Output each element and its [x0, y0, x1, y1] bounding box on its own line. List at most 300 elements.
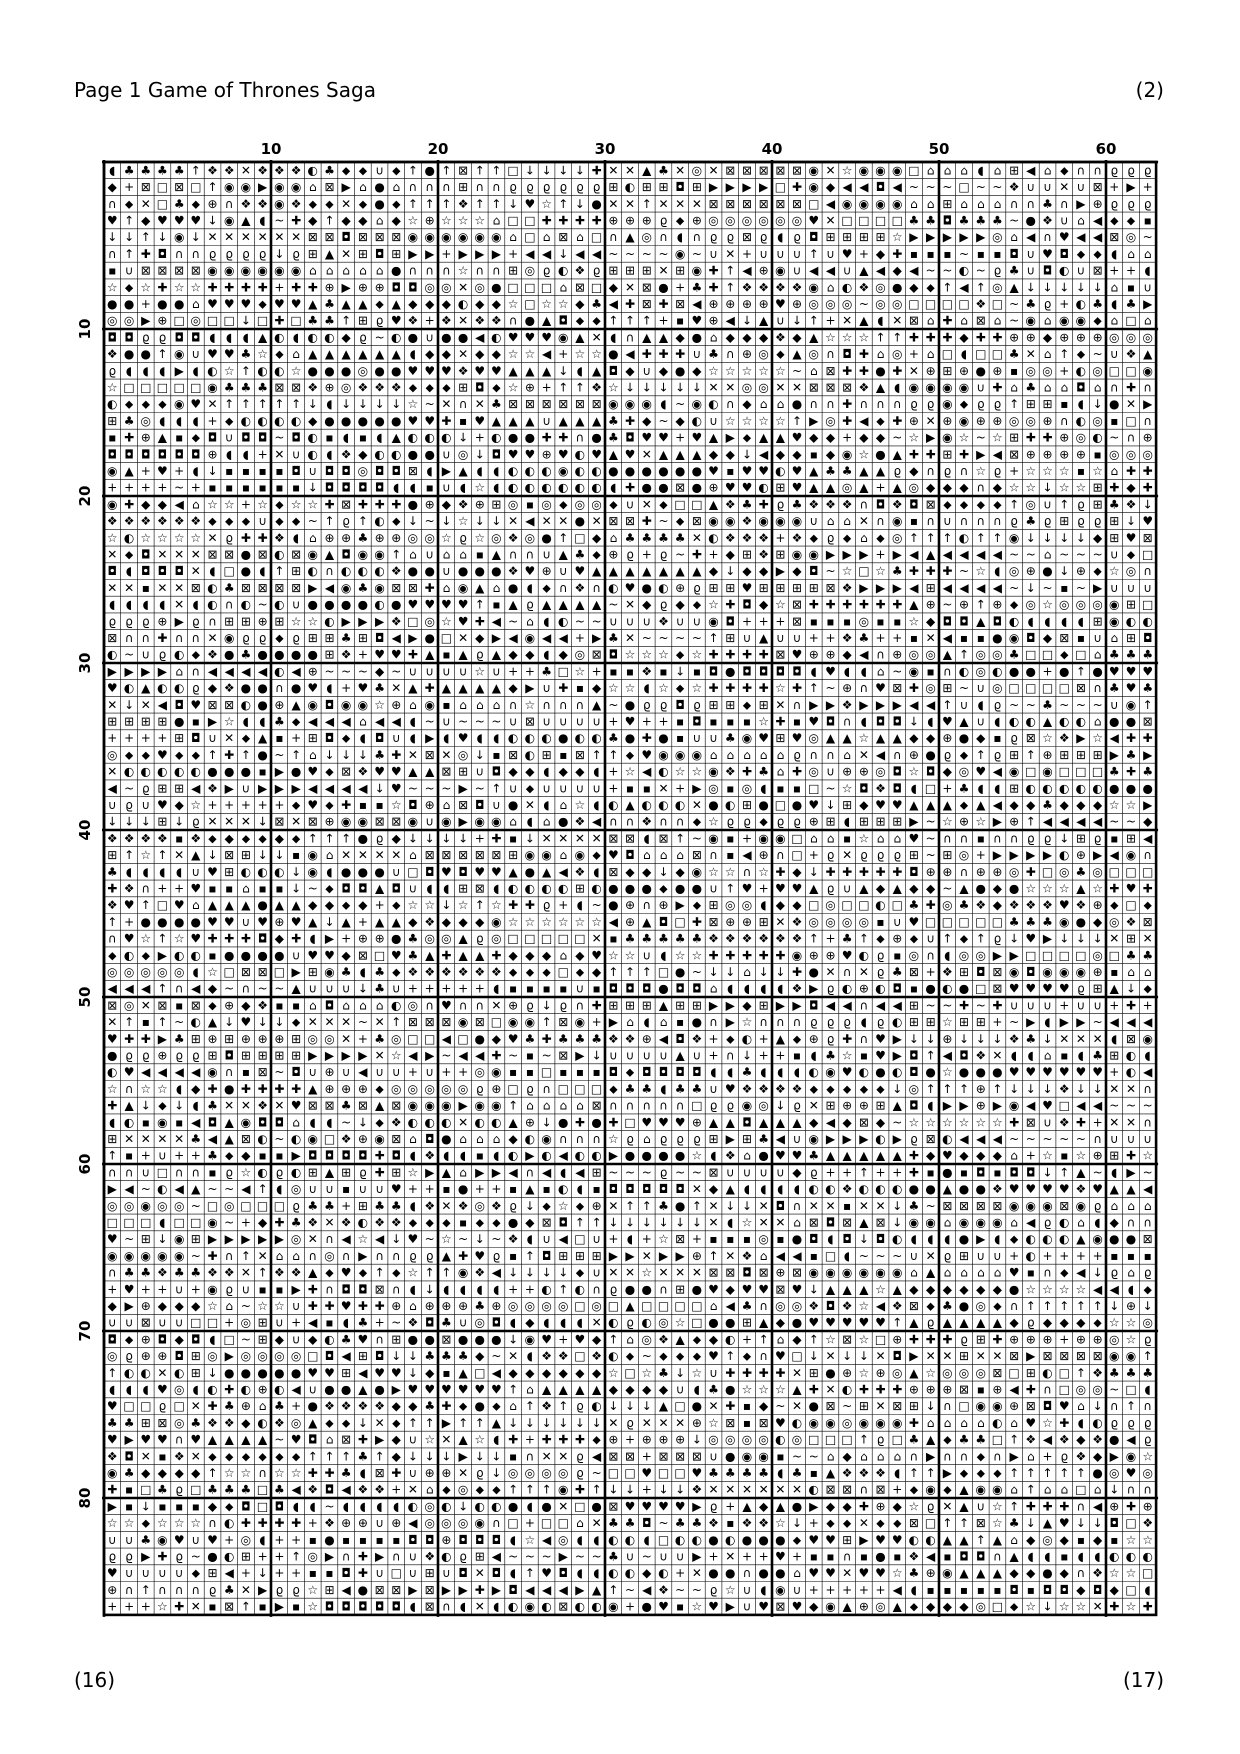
- grid-symbol: ●: [124, 347, 134, 361]
- grid-symbol: ↓: [625, 1399, 635, 1413]
- grid-symbol: ◖: [777, 982, 783, 996]
- grid-symbol: ❖: [892, 1299, 903, 1313]
- grid-symbol: ♣: [1092, 297, 1103, 311]
- grid-symbol: ↑: [959, 648, 969, 662]
- grid-symbol: ◀: [1110, 1282, 1120, 1296]
- grid-symbol: ⊠: [675, 1232, 685, 1246]
- grid-symbol: □: [1008, 681, 1019, 695]
- grid-symbol: ◖: [109, 163, 115, 177]
- grid-symbol: ⊠: [291, 381, 301, 395]
- grid-symbol: ↑: [258, 397, 268, 411]
- grid-symbol: ~: [642, 247, 652, 261]
- grid-symbol: ∩: [1010, 197, 1019, 211]
- grid-symbol: ☆: [758, 364, 769, 378]
- grid-symbol: +: [441, 982, 451, 996]
- grid-symbol: ⊞: [1076, 748, 1086, 762]
- grid-symbol: ∪: [409, 1433, 418, 1447]
- grid-symbol: ◉: [642, 397, 652, 411]
- grid-symbol: ⊕: [542, 564, 552, 578]
- grid-symbol: ~: [391, 664, 401, 678]
- grid-symbol: ⊕: [926, 865, 936, 879]
- grid-symbol: ◆: [208, 681, 218, 695]
- grid-symbol: ♣: [140, 163, 151, 177]
- grid-symbol: ♣: [391, 1199, 402, 1213]
- grid-symbol: ◘: [876, 180, 886, 194]
- grid-symbol: ♥: [1042, 1182, 1053, 1196]
- grid-symbol: ◆: [275, 1332, 285, 1346]
- grid-symbol: □: [791, 1349, 802, 1363]
- grid-symbol: ◎: [174, 1416, 184, 1430]
- grid-symbol: ⊞: [675, 1282, 685, 1296]
- grid-symbol: +: [1143, 180, 1153, 194]
- grid-symbol: ▲: [659, 564, 669, 578]
- grid-symbol: ◐: [842, 280, 852, 294]
- grid-symbol: ♣: [959, 781, 970, 795]
- grid-symbol: ▶: [959, 1099, 969, 1113]
- grid-symbol: ●: [458, 1332, 468, 1346]
- grid-symbol: ❖: [257, 998, 268, 1012]
- grid-symbol: ∩: [141, 882, 150, 896]
- grid-symbol: ▲: [826, 1466, 836, 1480]
- grid-symbol: ⊕: [675, 1433, 685, 1447]
- grid-symbol: ◆: [1093, 915, 1103, 929]
- grid-symbol: ▲: [809, 464, 819, 478]
- grid-symbol: ◎: [1026, 598, 1036, 612]
- grid-symbol: ◐: [274, 1383, 284, 1397]
- grid-symbol: ♣: [1142, 648, 1153, 662]
- grid-symbol: ↓: [575, 197, 585, 211]
- grid-symbol: ▶: [425, 247, 435, 261]
- grid-symbol: ❖: [742, 531, 753, 545]
- grid-symbol: ●: [558, 731, 568, 745]
- grid-symbol: +: [124, 180, 134, 194]
- grid-symbol: ~: [575, 614, 585, 628]
- grid-symbol: ◎: [441, 1082, 451, 1096]
- grid-symbol: ∩: [976, 514, 985, 528]
- grid-symbol: ◆: [191, 1466, 201, 1480]
- grid-symbol: +: [1059, 297, 1069, 311]
- grid-symbol: ◘: [358, 1149, 368, 1163]
- grid-symbol: ◉: [1042, 765, 1052, 779]
- grid-symbol: ◉: [124, 1249, 134, 1263]
- grid-symbol: ☆: [358, 1232, 369, 1246]
- grid-symbol: ▶: [893, 1032, 903, 1046]
- grid-symbol: ❖: [775, 280, 786, 294]
- grid-symbol: ◉: [374, 548, 384, 562]
- grid-symbol: ◎: [1092, 948, 1102, 962]
- grid-symbol: ☆: [909, 765, 920, 779]
- grid-symbol: ✚: [909, 1416, 919, 1430]
- grid-symbol: ❖: [1059, 1433, 1070, 1447]
- grid-symbol: ●: [341, 414, 351, 428]
- grid-symbol: ⬥: [375, 1115, 384, 1129]
- grid-symbol: ϱ: [259, 631, 267, 645]
- grid-symbol: ●: [475, 564, 485, 578]
- grid-symbol: ◉: [491, 230, 501, 244]
- grid-symbol: ↑: [642, 197, 652, 211]
- grid-symbol: ⊞: [341, 1366, 351, 1380]
- grid-symbol: □: [641, 1299, 652, 1313]
- grid-symbol: ∩: [409, 180, 418, 194]
- grid-symbol: ⌂: [777, 1332, 785, 1346]
- grid-symbol: ◉: [1109, 614, 1119, 628]
- grid-symbol: ▲: [859, 264, 869, 278]
- grid-symbol: ▪: [1077, 464, 1085, 478]
- grid-symbol: ◉: [1092, 1232, 1102, 1246]
- grid-symbol: ◘: [174, 564, 184, 578]
- grid-symbol: ◆: [625, 865, 635, 879]
- grid-symbol: ◎: [1076, 1383, 1086, 1397]
- grid-symbol: ↓: [675, 1366, 685, 1380]
- grid-symbol: ↓: [458, 831, 468, 845]
- grid-symbol: ◖: [627, 1232, 633, 1246]
- grid-symbol: ◆: [592, 681, 602, 695]
- grid-symbol: ◎: [692, 163, 702, 177]
- grid-symbol: ∪: [592, 781, 601, 795]
- grid-symbol: ◖: [310, 1115, 316, 1129]
- grid-symbol: ✕: [274, 230, 284, 244]
- grid-symbol: ~: [942, 598, 952, 612]
- grid-symbol: ⊕: [1093, 898, 1103, 912]
- grid-symbol: ✚: [441, 1399, 451, 1413]
- grid-symbol: ▶: [325, 932, 335, 946]
- grid-symbol: ◆: [675, 598, 685, 612]
- grid-symbol: ⊠: [258, 1065, 268, 1079]
- grid-symbol: ⊞: [809, 581, 819, 595]
- grid-symbol: ▪: [543, 982, 551, 996]
- grid-symbol: ⊞: [1109, 1049, 1119, 1063]
- grid-symbol: ◘: [659, 1065, 669, 1079]
- grid-symbol: ☆: [1076, 1282, 1087, 1296]
- grid-symbol: ◖: [543, 1316, 549, 1330]
- grid-symbol: ~: [926, 998, 936, 1012]
- grid-symbol: ▲: [392, 297, 402, 311]
- grid-symbol: ▪: [275, 731, 283, 745]
- grid-symbol: ⬥: [192, 748, 201, 762]
- grid-symbol: ☆: [692, 648, 703, 662]
- grid-symbol: ◉: [892, 163, 902, 177]
- grid-symbol: ⊠: [258, 581, 268, 595]
- grid-symbol: ⌂: [827, 1449, 835, 1463]
- grid-symbol: ◆: [508, 1132, 518, 1146]
- grid-symbol: ~: [274, 748, 284, 762]
- grid-symbol: ◐: [308, 447, 318, 461]
- grid-symbol: ∪: [943, 514, 952, 528]
- grid-symbol: ▶: [809, 698, 819, 712]
- grid-symbol: ↑: [875, 330, 885, 344]
- grid-symbol: ∪: [893, 915, 902, 929]
- grid-symbol: ◘: [976, 1165, 986, 1179]
- grid-symbol: ✚: [258, 280, 268, 294]
- grid-symbol: ✕: [1109, 1115, 1119, 1129]
- grid-symbol: ♣: [1126, 748, 1137, 762]
- grid-symbol: ❖: [157, 831, 168, 845]
- grid-symbol: ✚: [792, 965, 802, 979]
- grid-symbol: ↓: [575, 163, 585, 177]
- grid-symbol: ●: [925, 982, 935, 996]
- grid-symbol: ◖: [577, 898, 583, 912]
- grid-symbol: ♣: [274, 715, 285, 729]
- grid-symbol: ◀: [876, 748, 886, 762]
- grid-symbol: ◆: [559, 1366, 569, 1380]
- grid-symbol: ☆: [758, 414, 769, 428]
- grid-symbol: ⊕: [892, 932, 902, 946]
- grid-symbol: ▪: [709, 715, 717, 729]
- grid-symbol: ◘: [1143, 631, 1153, 645]
- grid-symbol: ✕: [926, 631, 936, 645]
- grid-symbol: ◉: [976, 1399, 986, 1413]
- grid-symbol: ◖: [343, 431, 349, 445]
- grid-symbol: ▲: [308, 915, 318, 929]
- grid-symbol: ◐: [575, 731, 585, 745]
- grid-symbol: ◉: [775, 264, 785, 278]
- grid-symbol: ⊕: [358, 280, 368, 294]
- grid-symbol: ♥: [291, 1433, 302, 1447]
- grid-symbol: ▶: [492, 631, 502, 645]
- grid-symbol: ∪: [359, 1182, 368, 1196]
- grid-symbol: ↓: [558, 1416, 568, 1430]
- grid-symbol: ◆: [1093, 531, 1103, 545]
- grid-symbol: ◀: [893, 998, 903, 1012]
- grid-symbol: ▪: [1110, 414, 1118, 428]
- grid-symbol: ⬥: [743, 1349, 752, 1363]
- grid-symbol: ◘: [609, 1182, 619, 1196]
- grid-symbol: ⊠: [1059, 631, 1069, 645]
- grid-symbol: ⌂: [409, 848, 417, 862]
- grid-symbol: ▪: [275, 481, 283, 495]
- grid-symbol: ~: [1009, 297, 1019, 311]
- grid-symbol: ↓: [391, 397, 401, 411]
- grid-symbol: +: [1059, 1332, 1069, 1346]
- grid-symbol: ✕: [642, 1416, 652, 1430]
- grid-symbol: ∪: [759, 247, 768, 261]
- grid-symbol: ∩: [375, 1332, 384, 1346]
- grid-symbol: ⬥: [576, 965, 585, 979]
- grid-symbol: ▪: [927, 1165, 935, 1179]
- grid-symbol: ◉: [1076, 965, 1086, 979]
- grid-symbol: ∪: [325, 982, 334, 996]
- grid-symbol: ●: [241, 765, 251, 779]
- grid-symbol: ⌂: [626, 1332, 634, 1346]
- grid-symbol: ✕: [224, 731, 234, 745]
- grid-symbol: ◆: [392, 1433, 402, 1447]
- grid-symbol: ◘: [124, 1449, 134, 1463]
- grid-symbol: ❖: [1009, 180, 1020, 194]
- grid-symbol: ▶: [392, 1383, 402, 1397]
- grid-symbol: ◉: [1009, 765, 1019, 779]
- grid-symbol: ↑: [324, 1449, 334, 1463]
- grid-symbol: ♣: [859, 631, 870, 645]
- grid-symbol: ϱ: [927, 397, 935, 411]
- grid-symbol: ◉: [809, 280, 819, 294]
- grid-symbol: ↓: [542, 1115, 552, 1129]
- grid-symbol: ⊠: [608, 831, 618, 845]
- grid-symbol: ↑: [157, 982, 167, 996]
- grid-symbol: ∩: [225, 598, 234, 612]
- grid-symbol: ⊕: [692, 1115, 702, 1129]
- grid-symbol: ~: [274, 982, 284, 996]
- grid-symbol: ϱ: [526, 998, 534, 1012]
- grid-symbol: ●: [809, 1399, 819, 1413]
- grid-symbol: ⌂: [977, 1416, 985, 1430]
- grid-symbol: ◆: [575, 948, 585, 962]
- grid-symbol: ⊠: [1026, 1399, 1036, 1413]
- grid-symbol: ☆: [1009, 481, 1020, 495]
- grid-symbol: ⊕: [1076, 447, 1086, 461]
- grid-symbol: +: [759, 882, 769, 896]
- grid-symbol: ∪: [1026, 247, 1035, 261]
- grid-symbol: ▲: [358, 347, 368, 361]
- grid-symbol: ◆: [442, 915, 452, 929]
- grid-symbol: ◘: [358, 481, 368, 495]
- grid-symbol: ◎: [358, 364, 368, 378]
- grid-symbol: □: [107, 1216, 118, 1230]
- grid-symbol: ~: [191, 1249, 201, 1263]
- grid-symbol: ❖: [408, 965, 419, 979]
- grid-symbol: ♣: [658, 1366, 669, 1380]
- grid-symbol: ✕: [608, 163, 618, 177]
- grid-symbol: ⬥: [876, 414, 885, 428]
- grid-symbol: ◖: [610, 481, 616, 495]
- grid-symbol: ↑: [274, 397, 284, 411]
- grid-symbol: ▲: [926, 548, 936, 562]
- grid-symbol: ◆: [225, 831, 235, 845]
- grid-symbol: ϱ: [994, 464, 1002, 478]
- grid-symbol: ❖: [157, 514, 168, 528]
- grid-symbol: ▶: [341, 280, 351, 294]
- grid-symbol: ●: [925, 1182, 935, 1196]
- grid-symbol: ∪: [225, 431, 234, 445]
- grid-symbol: ◘: [475, 381, 485, 395]
- grid-symbol: ❖: [708, 932, 719, 946]
- grid-symbol: ⬥: [275, 514, 284, 528]
- grid-symbol: ◖: [176, 865, 182, 879]
- grid-symbol: ~: [976, 431, 986, 445]
- grid-symbol: ❖: [441, 314, 452, 328]
- grid-symbol: ⊞: [942, 364, 952, 378]
- grid-symbol: ✚: [1143, 882, 1153, 896]
- grid-symbol: ϱ: [1044, 1216, 1052, 1230]
- grid-symbol: ⌂: [1060, 381, 1068, 395]
- grid-symbol: ●: [792, 397, 802, 411]
- grid-symbol: ☆: [1142, 1449, 1153, 1463]
- grid-symbol: ✚: [842, 397, 852, 411]
- grid-symbol: ◀: [241, 1182, 251, 1196]
- grid-symbol: ◀: [458, 1049, 468, 1063]
- grid-symbol: ❖: [775, 932, 786, 946]
- grid-symbol: ▶: [408, 631, 418, 645]
- grid-symbol: +: [1026, 1149, 1036, 1163]
- grid-symbol: ◎: [157, 965, 167, 979]
- grid-symbol: ❖: [291, 163, 302, 177]
- grid-symbol: □: [574, 1299, 585, 1313]
- grid-symbol: ◐: [575, 481, 585, 495]
- grid-symbol: ⊞: [224, 614, 234, 628]
- grid-symbol: +: [909, 347, 919, 361]
- grid-symbol: ☆: [140, 848, 151, 862]
- grid-symbol: ✕: [725, 247, 735, 261]
- grid-symbol: ⬥: [359, 1266, 368, 1280]
- grid-symbol: ∩: [325, 564, 334, 578]
- grid-symbol: ◉: [1009, 1099, 1019, 1113]
- grid-symbol: ∪: [642, 614, 651, 628]
- grid-symbol: ✚: [1126, 381, 1136, 395]
- grid-symbol: ▶: [358, 614, 368, 628]
- grid-symbol: ●: [525, 314, 535, 328]
- grid-symbol: ∪: [425, 664, 434, 678]
- grid-symbol: ↑: [608, 965, 618, 979]
- grid-symbol: ⊞: [141, 1232, 151, 1246]
- grid-symbol: ∪: [1110, 581, 1119, 595]
- grid-symbol: ϱ: [693, 1132, 701, 1146]
- grid-symbol: ϱ: [660, 214, 668, 228]
- grid-symbol: ↓: [408, 514, 418, 528]
- grid-symbol: ✚: [926, 898, 936, 912]
- grid-symbol: ϱ: [192, 1049, 200, 1063]
- grid-symbol: ❖: [725, 1149, 736, 1163]
- grid-symbol: ◉: [207, 1282, 217, 1296]
- grid-symbol: ⊞: [759, 698, 769, 712]
- grid-symbol: ✚: [1026, 1383, 1036, 1397]
- grid-symbol: ●: [976, 882, 986, 896]
- grid-symbol: ⌂: [994, 314, 1002, 328]
- grid-symbol: ✕: [658, 781, 668, 795]
- grid-symbol: ◖: [927, 1099, 933, 1113]
- grid-symbol: ♥: [458, 614, 469, 628]
- grid-symbol: ∩: [1093, 163, 1102, 177]
- grid-symbol: ◘: [926, 765, 936, 779]
- grid-symbol: ▶: [375, 1433, 385, 1447]
- grid-symbol: ❖: [224, 1416, 235, 1430]
- grid-symbol: ~: [1109, 431, 1119, 445]
- grid-symbol: ⊕: [1126, 1299, 1136, 1313]
- grid-symbol: ♥: [107, 681, 118, 695]
- grid-symbol: ⊞: [942, 848, 952, 862]
- grid-symbol: ◆: [508, 948, 518, 962]
- grid-symbol: ∩: [175, 1433, 184, 1447]
- grid-symbol: ◘: [675, 1065, 685, 1079]
- grid-symbol: ●: [909, 1182, 919, 1196]
- grid-symbol: ☆: [725, 364, 736, 378]
- grid-symbol: ⊕: [1059, 431, 1069, 445]
- grid-symbol: ◐: [374, 598, 384, 612]
- grid-symbol: ♣: [1042, 698, 1053, 712]
- grid-symbol: ●: [274, 1366, 284, 1380]
- grid-symbol: ◖: [727, 982, 733, 996]
- grid-symbol: ♥: [341, 1299, 352, 1313]
- grid-symbol: □: [224, 564, 235, 578]
- grid-symbol: ↓: [1026, 280, 1036, 294]
- grid-symbol: ⊠: [642, 280, 652, 294]
- grid-symbol: ∩: [108, 1165, 117, 1179]
- grid-symbol: ⌂: [1077, 1216, 1085, 1230]
- grid-symbol: ♣: [842, 464, 853, 478]
- grid-symbol: ◎: [775, 1299, 785, 1313]
- grid-symbol: +: [842, 431, 852, 445]
- grid-symbol: ◆: [842, 1115, 852, 1129]
- grid-symbol: ▶: [375, 614, 385, 628]
- grid-symbol: ♣: [341, 1099, 352, 1113]
- grid-symbol: ☆: [474, 664, 485, 678]
- grid-symbol: ◀: [742, 264, 752, 278]
- grid-symbol: ↑: [625, 1199, 635, 1213]
- grid-symbol: ~: [1093, 548, 1103, 562]
- grid-symbol: ◎: [825, 898, 835, 912]
- grid-symbol: ▲: [1126, 1182, 1136, 1196]
- grid-symbol: ✕: [441, 1199, 451, 1213]
- grid-symbol: ◎: [976, 948, 986, 962]
- grid-symbol: ϱ: [476, 648, 484, 662]
